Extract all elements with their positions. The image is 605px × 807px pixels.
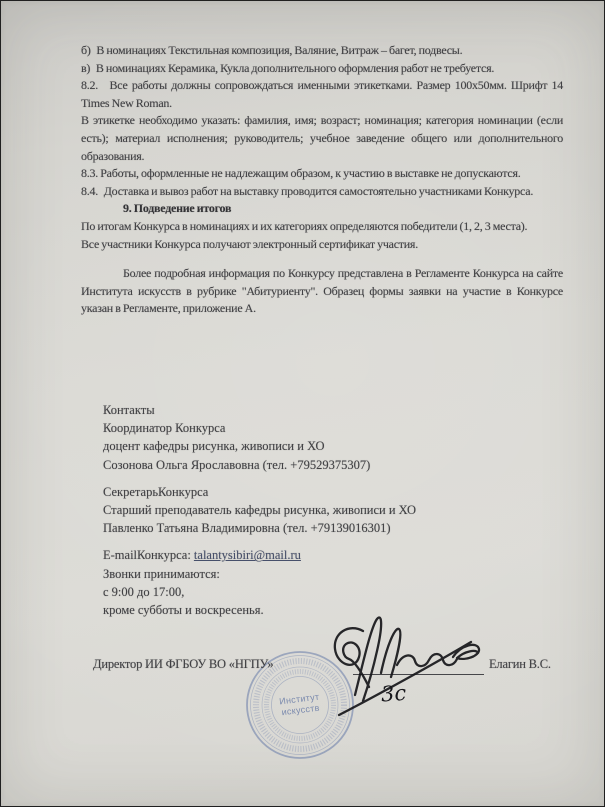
paragraph-label-requirements: В этикетке необходимо указать: фамилия, имя; возраст; номинация; категория номинации (если есть); материал исполнения; руководитель; учебное заведение общего или дополнительного образования. <box>81 113 563 163</box>
paragraph-results-winners: По итогам Конкурса в номинациях и их категориях определяются победители (1, 2, 3 места). <box>81 218 528 233</box>
secretary-role: СекретарьКонкурса <box>103 484 209 499</box>
paragraph-8-3: 8.3. Работы, оформленные не надлежащим образом, к участию в выставке не допускаются. <box>81 166 521 181</box>
coordinator-position: доцент кафедры рисунка, живописи и ХО <box>103 439 325 454</box>
stamp-center-line2: искусств <box>281 702 321 718</box>
paragraph-8-2: 8.2. Все работы должны сопровождаться именными этикетками. Размер 100х50мм. Шрифт 14 Times New Roman. <box>81 78 563 110</box>
paragraph-results-certificate: Все участники Конкурса получают электронный сертификат участия. <box>81 236 418 251</box>
coordinator-role: Координатор Конкурса <box>103 421 226 436</box>
calls-hours-line: с 9:00 до 17:00, <box>103 584 185 599</box>
email-label: E-mailКонкурса: <box>103 548 194 563</box>
paragraph-nominations-v: в) В номинациях Керамика, Кукла дополнительного оформления работ не требуется. <box>81 60 495 75</box>
secretary-name-phone: Павленко Татьяна Владимировна (тел. +79139016301) <box>103 521 391 536</box>
paragraph-nominations-b: б) В номинациях Текстильная композиция, Валяние, Витраж – багет, подвесы. <box>81 43 463 57</box>
coordinator-name-phone: Созонова Ольга Ярославовна (тел. +79529375307) <box>103 457 371 472</box>
stamp-center-line1: Институт <box>278 691 320 707</box>
section-heading-results: 9. Подведение итогов <box>123 201 232 216</box>
paragraph-8-4: 8.4. Доставка и вывоз работ на выставку проводится самостоятельно участниками Конкурса. <box>81 183 534 198</box>
secretary-group <box>103 483 533 538</box>
calls-days-line: кроме субботы и воскресенья. <box>103 603 264 618</box>
document-body <box>81 42 563 318</box>
stamp-center-label <box>279 692 322 718</box>
signature-end-flourish <box>453 645 479 659</box>
email-address: talantysibiri@mail.ru <box>193 548 301 563</box>
calls-accepted-line: Звонки принимаются: <box>103 566 220 581</box>
secretary-position: Старший преподаватель кафедры рисунка, живописи и ХО <box>103 503 417 518</box>
signature-handwritten-note: 3с <box>380 680 407 707</box>
contacts-header-group <box>103 401 533 474</box>
handwritten-signature-ink <box>319 609 489 724</box>
signature-tall-stroke-2 <box>381 629 400 677</box>
director-title: Директор ИИ ФГБОУ ВО «НГПУ» <box>93 657 274 671</box>
paragraph-more-info: Более подробная информация по Конкурсу представлена в Регламенте Конкурса на сайте Института искусств в рубрике "Абитуриенту". Образец формы заявки на участие в Конкурсе указан в Регламенте, приложение А. <box>81 266 563 316</box>
contacts-block <box>103 401 533 619</box>
director-name: Елагин В.С. <box>489 657 551 671</box>
email-line <box>103 546 533 564</box>
contacts-title: Контакты <box>103 403 155 417</box>
